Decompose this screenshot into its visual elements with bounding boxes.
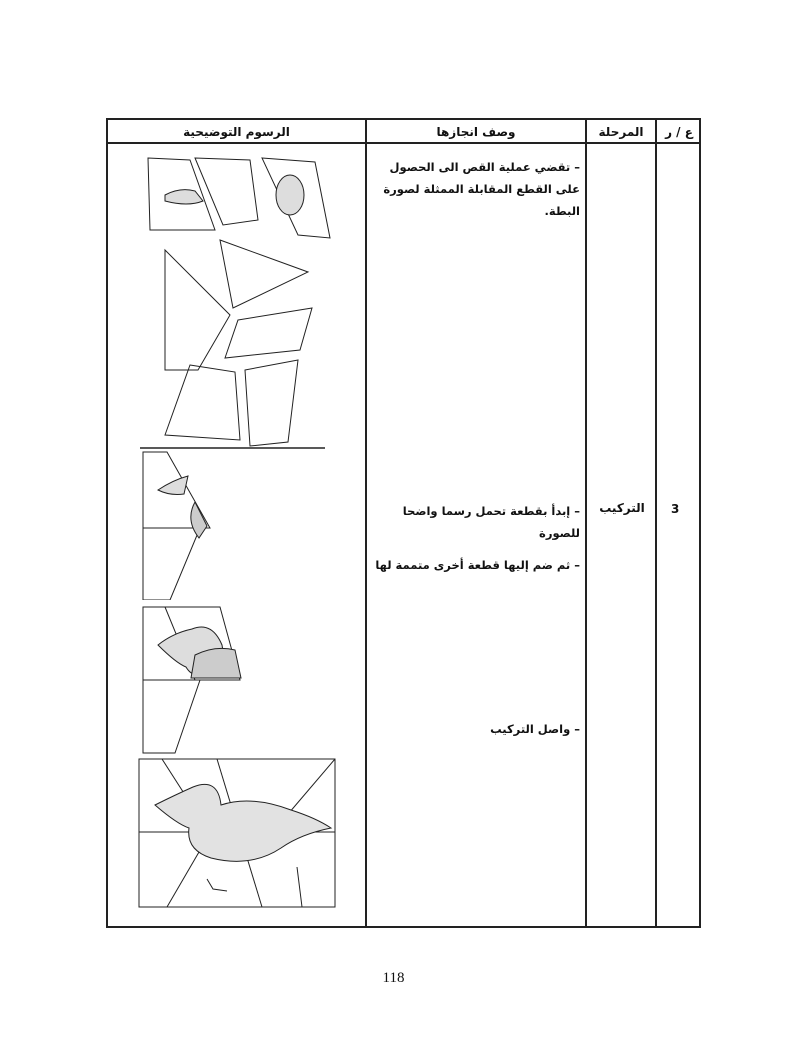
column-divider (655, 120, 657, 926)
two-pieces-illustration (140, 605, 250, 755)
header-description: وصف انجازها (436, 125, 516, 139)
cut-pieces-illustration (130, 150, 350, 450)
first-piece-illustration (140, 450, 240, 600)
column-divider (585, 120, 587, 926)
complete-duck-illustration (137, 757, 342, 912)
stage-label: التركيب (599, 501, 645, 515)
header-illustrations: الرسوم التوضيحية (183, 125, 290, 139)
column-divider (365, 120, 367, 926)
step-4-text: – واصل التركيب (490, 722, 580, 736)
header-stage: المرحلة (598, 125, 644, 139)
row-number: 3 (671, 502, 680, 516)
step-1-text: – تقضي عملية القص الى الحصول على القطع المقابلة الممثلة لصورة البطة. (383, 160, 580, 218)
page-number: 118 (382, 970, 405, 986)
step-3-text: – ثم ضم إليها قطعة أخرى متممة لها (375, 558, 580, 572)
header-number: ع / ر (665, 125, 693, 139)
step-2-text: – إبدأ بقطعة تحمل رسما واضحا للصورة (402, 504, 580, 540)
